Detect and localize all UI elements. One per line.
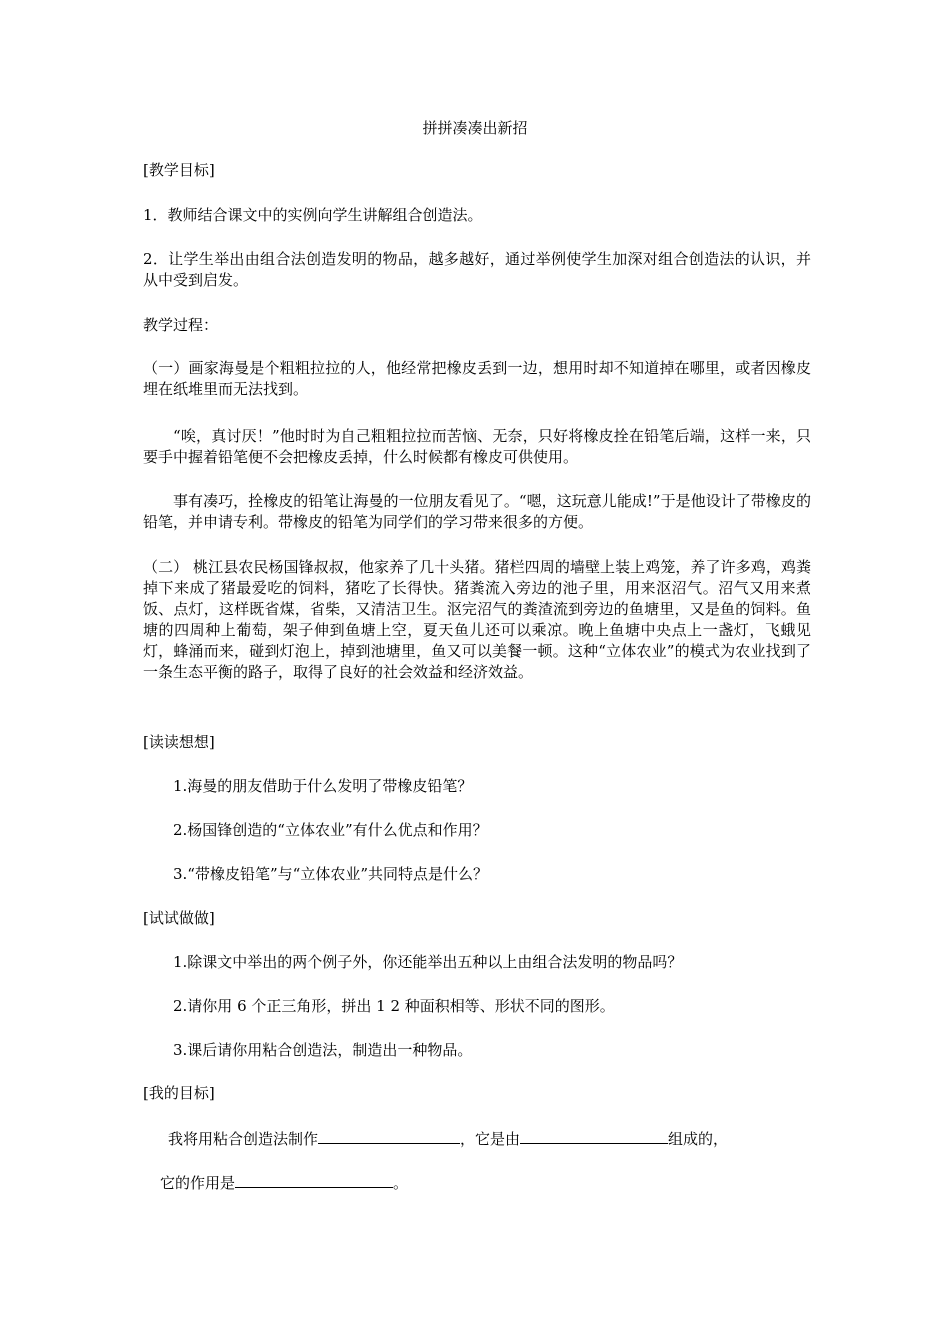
teaching-goal-2: 2．让学生举出由组合法创造发明的物品，越多越好，通过举例使学生加深对组合创造法的认识，并从中受到启发。 — [143, 250, 811, 289]
practice-heading: [试试做做] — [143, 909, 215, 927]
blank-components-field[interactable] — [520, 1127, 668, 1144]
reading-heading: [读读想想] — [143, 733, 215, 751]
process-paragraph-3: 事有凑巧，拴橡皮的铅笔让海曼的一位朋友看见了。“嗯，这玩意儿能成!”于是他设计了带橡皮的铅笔，并申请专利。带橡皮的铅笔为同学们的学习带来很多的方便。 — [143, 492, 811, 531]
reading-question-1: 1.海曼的朋友借助于什么发明了带橡皮铅笔？ — [173, 777, 473, 795]
my-goal-line-1 — [143, 1127, 811, 1150]
practice-task-2: 2.请你用 6 个正三角形，拼出 1 2 种面积相等、形状不同的图形。 — [173, 997, 615, 1015]
my-goal-line2-text-b: 。 — [393, 1174, 409, 1192]
teaching-goals-heading: [教学目标] — [143, 161, 215, 179]
my-goal-line1-text-b: ，它是由 — [460, 1130, 521, 1148]
my-goal-line-2 — [143, 1171, 811, 1194]
blank-product-field[interactable] — [318, 1127, 460, 1144]
document-title: 拼拼凑凑出新招 — [422, 119, 528, 137]
my-goal-line1-text-c: 组成的， — [668, 1130, 729, 1148]
my-goal-line1-text-a: 我将用粘合创造法制作 — [168, 1130, 319, 1148]
process-heading: 教学过程： — [143, 316, 219, 334]
blank-purpose-field[interactable] — [235, 1171, 393, 1188]
process-paragraph-2: “唉，真讨厌！”他时时为自己粗粗拉拉而苦恼、无奈，只好将橡皮拴在铅笔后端，这样一来，只要手中握着铅笔便不会把橡皮丢掉，什么时候都有橡皮可供使用。 — [143, 427, 811, 466]
process-paragraph-1: （一）画家海曼是个粗粗拉拉的人，他经常把橡皮丢到一边，想用时却不知道掉在哪里，或者因橡皮埋在纸堆里而无法找到。 — [143, 359, 811, 398]
my-goal-line2-text-a: 它的作用是 — [160, 1174, 236, 1192]
practice-task-1: 1.除课文中举出的两个例子外，你还能举出五种以上由组合法发明的物品吗？ — [173, 953, 683, 971]
my-goal-heading: [我的目标] — [143, 1084, 215, 1102]
teaching-goal-1: 1．教师结合课文中的实例向学生讲解组合创造法。 — [143, 206, 483, 224]
reading-question-2: 2.杨国锋创造的“立体农业”有什么优点和作用？ — [173, 821, 488, 839]
process-paragraph-4: （二） 桃江县农民杨国锋叔叔，他家养了几十头猪。猪栏四周的墙壁上装上鸡笼，养了许多鸡，鸡粪掉下来成了猪最爱吃的饲料，猪吃了长得快。猪粪流入旁边的池子里，用来沤沼气。沼气又用来煮饭、点灯，这样既省煤，省柴，又清洁卫生。沤完沼气的粪渣流到旁边的鱼塘里，又是鱼的饲料。鱼塘的四周种上葡萄，架子伸到鱼塘上空，夏天鱼儿还可以乘凉。晚上鱼塘中央点上一盏灯，飞蛾见灯，蜂涌而来，碰到灯泡上，掉到池塘里，鱼又可以美餐一顿。这种“立体农业”的模式为农业找到了一条生态平衡的路子，取得了良好的社会效益和经济效益。 — [143, 558, 811, 681]
reading-question-3: 3.“带橡皮铅笔”与“立体农业”共同特点是什么？ — [173, 865, 488, 883]
practice-task-3: 3.课后请你用粘合创造法，制造出一种物品。 — [173, 1041, 473, 1059]
